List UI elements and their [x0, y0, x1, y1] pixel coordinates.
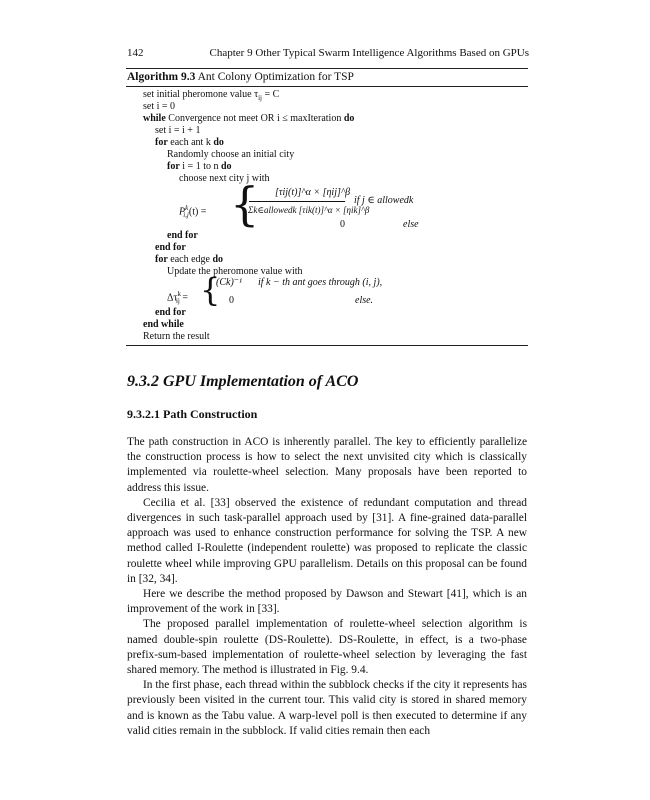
algo-line-choose-next: choose next city j with: [179, 173, 270, 184]
algo-line-increment: set i = i + 1: [155, 125, 201, 136]
algo-line-for-each-ant: for each ant k do: [155, 137, 224, 148]
algo-line-end-for-inner: end for: [167, 230, 198, 241]
algo-line-update-pheromone: Update the pheromone value with: [167, 266, 303, 277]
paragraph: The proposed parallel implementation of roulette-wheel selection algorithm is named double-spin roulette (DS-Roulette). DS-Roulette, in effect, is a two-phase prefix-sum-based implementation of roulette-wheel selection by leveraging the fast shared memory. The method is illustrated in Fig. 9.4.: [127, 618, 527, 677]
algorithm-bottom-rule: [126, 345, 528, 346]
algo-line-set-i: set i = 0: [143, 101, 176, 112]
running-header: Chapter 9 Other Typical Swarm Intelligence Algorithms Based on GPUs: [209, 47, 529, 59]
algo-line-return: Return the result: [143, 331, 210, 342]
eq1-condition-else: else: [403, 219, 419, 230]
algo-line-while: while Convergence not meet OR i ≤ maxIteration do: [143, 113, 355, 124]
algorithm-title-rule: [126, 86, 528, 87]
eq2-lhs: $\Delta\tau^k_{ij}$ =: [167, 290, 188, 306]
eq1-brace: {: [230, 177, 260, 231]
eq2-condition-goes-through: if k − th ant goes through (i, j),: [258, 277, 383, 288]
eq2-condition-else: else.: [355, 295, 374, 306]
algo-line-random-city: Randomly choose an initial city: [167, 149, 295, 160]
paragraph: Here we describe the method proposed by Dawson and Stewart [41], which is an improvement of the work in [33].: [127, 588, 527, 616]
body-text: [127, 435, 527, 739]
algo-line-end-for-edge: end for: [155, 307, 186, 318]
eq1-numerator: [τij(t)]^α × [ηij]^β: [275, 187, 351, 198]
eq1-fraction-line: [249, 201, 345, 202]
algo-line-end-for-ant: end for: [155, 242, 186, 253]
section-heading: 9.3.2 GPU Implementation of ACO: [127, 373, 359, 390]
algo-line-for-i: for i = 1 to n do: [167, 161, 232, 172]
eq1-denominator: Σk∈allowedk [τik(t)]^α × [ηik]^β: [248, 205, 370, 215]
eq1-zero: 0: [340, 219, 345, 230]
paragraph: In the first phase, each thread within the subblock checks if the city it represents has previously been visited in the current tour. This valid city is stored in shared memory and is known as the Tabu value. A warp-level poll is then executed to determine if any valid cities remain in the subblock. If valid cities remain then each: [127, 679, 527, 737]
algorithm-top-rule: [126, 68, 528, 69]
algo-line-end-while: end while: [143, 319, 184, 330]
algorithm-label: Algorithm 9.3: [127, 71, 196, 83]
paragraph: Cecilia et al. [33] observed the existence of redundant computation and thread divergences in such task-parallel approach used by [31]. A fine-grained data-parallel approach was used to enhance construction performance for solving the TSP. A new method called I-Roulette (independent roulette) was proposed to replicate the classic roulette wheel while improving GPU parallelism. Details on this proposal can be found in [32, 34].: [127, 496, 527, 585]
eq2-brace: {: [200, 271, 221, 309]
eq2-value: (Ck)⁻¹: [216, 277, 243, 288]
paragraph: The path construction in ACO is inherently parallel. The key to efficiently parallelize the construction process is how to select the next unvisited city which is classically implemented via roulette-wheel selection. Many proposals have been reported to address this issue.: [127, 436, 527, 494]
subsection-heading: 9.3.2.1 Path Construction: [127, 407, 258, 421]
eq1-lhs: $P^k_{i,j}(t)$ =: [179, 204, 207, 220]
algo-line-for-each-edge: for each edge do: [155, 254, 224, 265]
algorithm-caption: [127, 71, 354, 83]
eq1-condition-allowed: if j ∈ allowedk: [354, 195, 414, 206]
algorithm-title: Ant Colony Optimization for TSP: [197, 71, 354, 83]
page-number: 142: [127, 47, 144, 59]
algo-line-init-pheromone: set initial pheromone value $\tau_{ij} = C$: [143, 89, 280, 102]
eq2-zero: 0: [229, 295, 234, 306]
